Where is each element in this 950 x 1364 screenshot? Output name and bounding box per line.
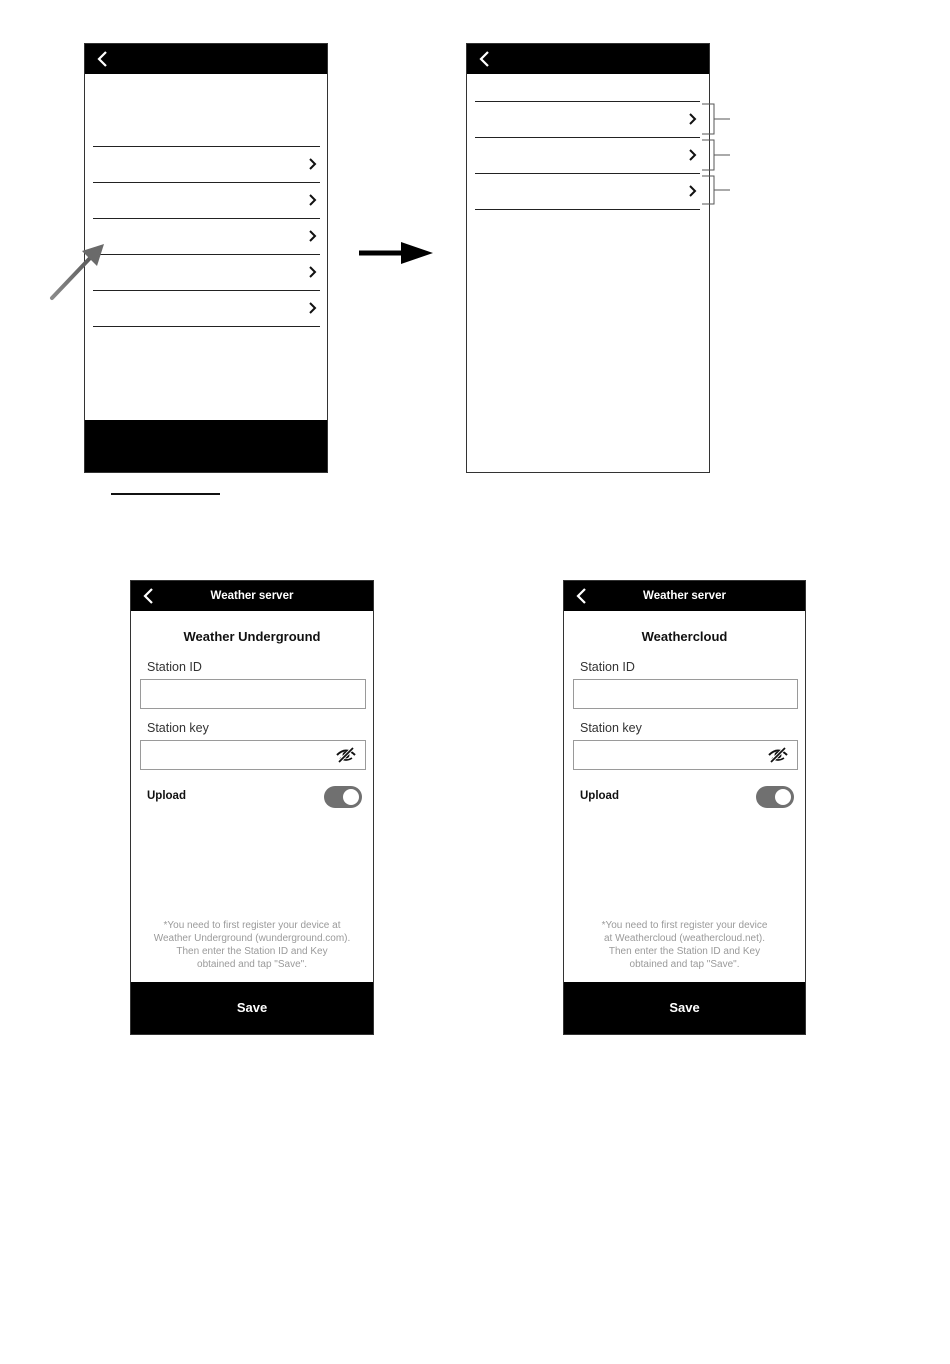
note-line: *You need to first register your device [601, 920, 768, 931]
submenu-item-3[interactable] [475, 174, 700, 210]
menu-item-5[interactable] [93, 291, 320, 327]
chevron-right-icon [686, 147, 700, 163]
page-title: Weather server [643, 590, 726, 602]
save-button[interactable]: Save [669, 1000, 700, 1015]
station-key-input[interactable] [573, 740, 798, 770]
weathercloud-screen [563, 580, 806, 1035]
note-line: at Weathercloud (weathercloud.net). [603, 933, 765, 944]
back-button[interactable] [93, 49, 113, 69]
submenu-item-1[interactable] [475, 102, 700, 138]
registration-note [139, 919, 365, 971]
server-name: Weathercloud [641, 629, 728, 644]
chevron-right-icon [686, 183, 700, 199]
station-key-label: Station key [580, 721, 642, 735]
chevron-left-icon [475, 49, 495, 69]
note-line: *You need to first register your device at [163, 920, 341, 931]
chevron-right-icon [686, 111, 700, 127]
right-arrow-icon [357, 240, 435, 266]
chevron-right-icon [306, 264, 320, 280]
upload-toggle[interactable] [756, 786, 794, 808]
submenu-screen [466, 43, 710, 473]
station-key-input[interactable] [140, 740, 366, 770]
registration-note [572, 919, 797, 971]
note-line: Then enter the Station ID and Key [608, 946, 761, 957]
toggle-knob [775, 789, 791, 805]
pointer-arrow-icon [44, 238, 110, 304]
wunderground-header [131, 581, 373, 611]
note-line: obtained and tap "Save". [197, 959, 307, 970]
station-id-input[interactable] [573, 679, 798, 709]
wunderground-screen [130, 580, 374, 1035]
chevron-right-icon [306, 192, 320, 208]
save-bar [131, 982, 373, 1034]
menu-item-1[interactable] [93, 147, 320, 183]
eye-slash-icon[interactable] [768, 747, 788, 763]
annotation-underline [111, 493, 220, 495]
note-line: obtained and tap "Save". [629, 959, 740, 970]
note-line: Then enter the Station ID and Key [176, 946, 328, 957]
callout-brackets [700, 100, 732, 208]
station-key-label: Station key [147, 721, 209, 735]
chevron-right-icon [306, 156, 320, 172]
menu-divider [93, 326, 320, 327]
menu-screen-footer [85, 420, 327, 472]
submenu-item-2[interactable] [475, 138, 700, 174]
upload-label: Upload [147, 790, 186, 802]
chevron-left-icon [93, 49, 113, 69]
menu-screen [84, 43, 328, 473]
menu-item-2[interactable] [93, 183, 320, 219]
note-line: Weather Underground (wunderground.com). [153, 933, 351, 944]
page-title: Weather server [210, 590, 294, 602]
menu-item-3[interactable] [93, 219, 320, 255]
save-button[interactable]: Save [236, 1000, 268, 1015]
menu-item-4[interactable] [93, 255, 320, 291]
weathercloud-header [564, 581, 805, 611]
eye-slash-icon[interactable] [336, 747, 356, 763]
upload-label: Upload [580, 790, 619, 802]
back-button[interactable] [475, 49, 495, 69]
save-bar [564, 982, 805, 1034]
server-name: Weather Underground [183, 629, 321, 644]
submenu-screen-header [467, 44, 709, 74]
station-id-input[interactable] [140, 679, 366, 709]
menu-screen-header [85, 44, 327, 74]
toggle-knob [343, 789, 359, 805]
station-id-label: Station ID [147, 660, 202, 674]
upload-toggle[interactable] [324, 786, 362, 808]
chevron-right-icon [306, 300, 320, 316]
station-id-label: Station ID [580, 660, 635, 674]
chevron-right-icon [306, 228, 320, 244]
menu-divider [475, 209, 700, 210]
